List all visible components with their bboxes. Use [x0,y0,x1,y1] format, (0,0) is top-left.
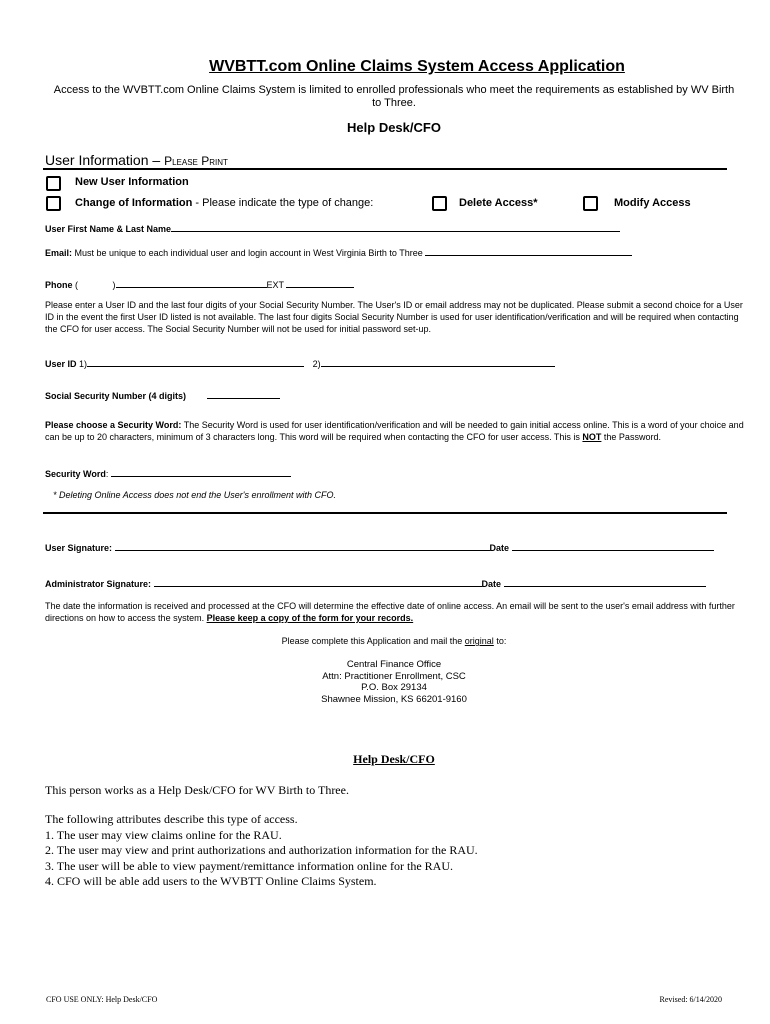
security-word-end: the Password. [601,432,661,442]
email-label: Email: [45,248,73,258]
ssn-input-line[interactable] [207,388,280,399]
delete-access-note: * Deleting Online Access does not end the User's enrollment with CFO. [53,490,337,500]
address-line-1: Central Finance Office [346,659,442,670]
change-info-hint: - Please indicate the type of change: [192,197,374,209]
phone-row [45,277,354,290]
footer-right: Revised: 6/14/2020 [659,995,722,1004]
ssn-row [45,388,280,401]
keep-copy-note: Please keep a copy of the form for your records. [206,613,414,623]
admin-signature-row [45,576,706,589]
attribute-item-4: 4. CFO will be able add users to the WVBTT Online Claims System. [45,874,377,888]
ext-input-line[interactable] [286,277,354,288]
section-title: User Information – [45,152,161,168]
processing-note [45,600,745,624]
userid-instructions: Please enter a User ID and the last four digits of your Social Security Number. The User's ID or email address may not be duplicated. Please submit a second choice for a User ID in the event the first User ID listed is not available. The last four digits Social Security Number is used for user identification/verification and will be required when contacting the CFO for user access. The Social Security Number will not be used for initial password set-up. [45,300,743,334]
form-title: WVBTT.com Online Claims System Access Application [209,58,625,75]
section-header [45,152,228,168]
phone-area-code[interactable] [81,278,113,288]
ssn-label: Social Security Number (4 digits) [45,391,187,401]
admin-signature-label: Administrator Signature: [45,579,152,589]
user-signature-label: User Signature: [45,543,113,553]
delete-access-label: Delete Access* [459,197,538,209]
change-info-title: Change of Information [75,197,193,209]
mail-instructions [0,636,770,646]
admin-signature-line[interactable] [154,576,482,587]
security-word-intro-bold: Please choose a Security Word: [45,420,182,430]
ext-label: EXT [266,280,284,290]
admin-signature-date-line[interactable] [504,576,706,587]
name-label: User First Name & Last Name [45,224,172,234]
attributes-intro: The following attributes describe this type of access. [45,812,298,826]
delete-access-checkbox[interactable] [432,196,447,211]
userid-row [45,356,555,369]
address-line-4: Shawnee Mission, KS 66201-9160 [321,693,467,705]
security-word-intro: The Security Word is used for user identification/verification and will be needed to gain initial access online. This is a word of your choice and can be up to 20 characters, minimum of 3 characters long. This word will be required when contacting the CFO for user access. This is [45,420,744,442]
userid-2-input-line[interactable] [321,356,555,367]
security-word-instructions [45,419,750,443]
email-input-line[interactable] [425,245,632,256]
phone-paren-open: ( [75,280,79,290]
modify-access-checkbox[interactable] [583,196,598,211]
security-word-colon: : [105,469,109,479]
user-signature-line[interactable] [115,540,490,551]
description-intro: This person works as a Help Desk/CFO for WV Birth to Three. [45,783,349,797]
description-heading: Help Desk/CFO [353,752,435,766]
user-signature-row [45,540,714,553]
attribute-item-2: 2. The user may view and print authorizations and authorization information for the RAU. [45,843,478,857]
userid-1-input-line[interactable] [87,356,304,367]
modify-access-label: Modify Access [614,197,691,209]
security-word-not: NOT [582,432,602,442]
section-subtitle: Please Print [164,154,228,168]
footer-left: CFO USE ONLY: Help Desk/CFO [46,995,158,1004]
change-info-checkbox[interactable] [46,196,61,211]
phone-label: Phone [45,280,73,290]
address-line-3: P.O. Box 29134 [361,682,427,693]
security-word-input-line[interactable] [111,466,291,477]
email-row [45,245,632,258]
phone-number-line[interactable] [116,277,267,288]
mail-to: to: [493,636,507,646]
mail-text: Please complete this Application and mail the [281,636,465,646]
name-row [45,221,620,234]
user-signature-date-label: Date [489,543,510,553]
userid-label: User ID [45,359,77,369]
section-rule [43,168,727,170]
attribute-item-3: 3. The user will be able to view payment/remittance information online for the RAU. [45,858,453,873]
security-word-label: Security Word [45,469,106,479]
userid-2-marker: 2) [312,359,321,369]
attribute-item-1: 1. The user may view claims online for the RAU. [45,827,282,842]
user-signature-date-line[interactable] [512,540,714,551]
phone-paren-close: ) [112,280,116,290]
signature-section-rule [43,512,727,514]
description-attributes [45,812,478,890]
new-user-checkbox[interactable] [46,176,61,191]
processing-text: The date the information is received and processed at the CFO will determine the effective date of online access. An email will be sent to the user's email address with further directions on how to access the system. [45,601,735,623]
admin-signature-date-label: Date [481,579,502,589]
email-hint: Must be unique to each individual user and login account in West Virginia Birth to Three [72,248,423,258]
intro-text: Access to the WVBTT.com Online Claims System is limited to enrolled professionals who meet the requirements as established by WV Birth to Three. [53,84,735,109]
role-heading: Help Desk/CFO [347,120,441,135]
security-word-row [45,466,291,479]
address-line-2: Attn: Practitioner Enrollment, CSC [322,670,466,682]
new-user-label: New User Information [75,176,189,188]
mailing-address [0,659,770,705]
name-input-line[interactable] [171,221,620,232]
mail-original: original [464,636,494,646]
change-info-label [75,197,373,209]
userid-1-marker: 1) [79,359,88,369]
